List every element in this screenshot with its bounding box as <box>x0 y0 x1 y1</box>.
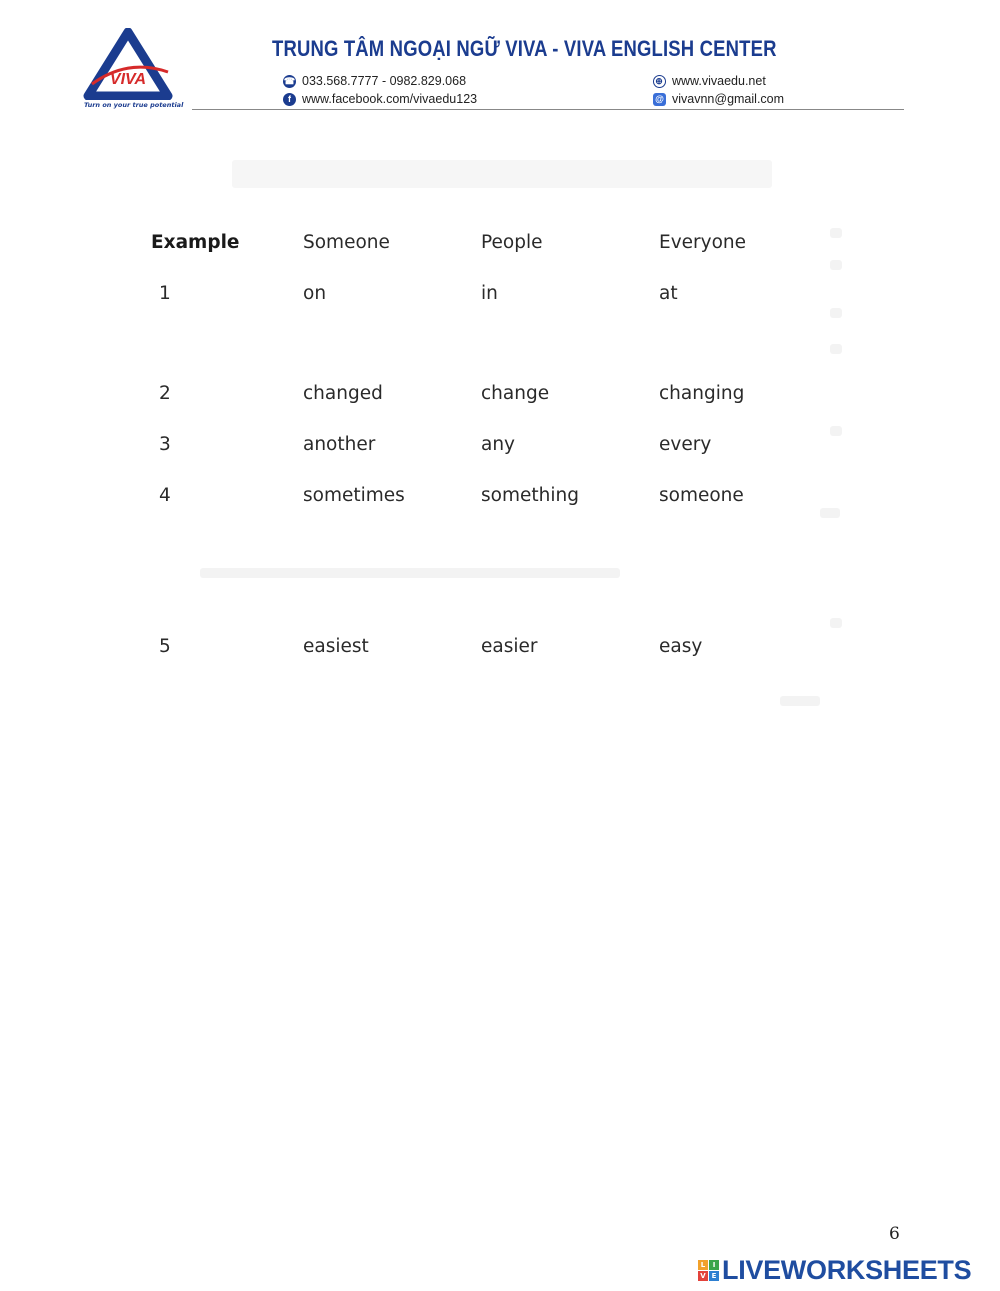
phone-text: 033.568.7777 - 0982.829.068 <box>302 74 467 88</box>
mail-icon: @ <box>653 93 666 106</box>
facebook-text: www.facebook.com/vivaedu123 <box>302 92 478 106</box>
option-a: Someone <box>303 232 390 253</box>
logo-block: E <box>709 1271 719 1281</box>
contact-email <box>653 92 784 106</box>
logo-block: V <box>698 1271 708 1281</box>
liveworksheets-brand[interactable] <box>698 1255 971 1286</box>
viva-logo <box>82 28 184 112</box>
row-label: 5 <box>159 636 171 657</box>
option-a: changed <box>303 383 383 404</box>
option-c: changing <box>659 383 745 404</box>
option-b: People <box>481 232 543 253</box>
row-label: 1 <box>159 283 171 304</box>
facebook-icon: f <box>283 93 296 106</box>
phone-icon: ☎ <box>283 75 296 86</box>
email-text: vivavnn@gmail.com <box>672 92 785 106</box>
page-header <box>0 0 1000 120</box>
option-b: easier <box>481 636 538 657</box>
row-label: 4 <box>159 485 171 506</box>
logo-triangle-icon <box>82 28 174 100</box>
option-c: Everyone <box>659 232 746 253</box>
contact-facebook <box>283 92 477 106</box>
option-c: every <box>659 434 712 455</box>
row-label: 2 <box>159 383 171 404</box>
option-a: on <box>303 283 327 304</box>
option-a: easiest <box>303 636 369 657</box>
contact-phone <box>283 74 466 88</box>
row-label: 3 <box>159 434 171 455</box>
option-a: another <box>303 434 376 455</box>
option-b: in <box>481 283 498 304</box>
center-title: TRUNG TÂM NGOẠI NGỮ VIVA - VIVA ENGLISH CENTER <box>272 36 777 61</box>
option-b: change <box>481 383 550 404</box>
option-a: sometimes <box>303 485 405 506</box>
option-c: at <box>659 283 678 304</box>
option-c: someone <box>659 485 744 506</box>
liveworksheets-logo-icon <box>698 1260 719 1281</box>
row-label: Example <box>151 232 240 253</box>
logo-text: VIVA <box>109 71 147 88</box>
logo-tagline: Turn on your true potential <box>84 101 184 109</box>
liveworksheets-text: LIVEWORKSHEETS <box>722 1255 972 1285</box>
option-b: any <box>481 434 516 455</box>
page-number: 6 <box>889 1224 900 1244</box>
logo-block: I <box>709 1260 719 1270</box>
logo-block: L <box>698 1260 708 1270</box>
header-divider <box>192 109 904 110</box>
contact-website <box>653 74 766 88</box>
website-text: www.vivaedu.net <box>672 74 766 88</box>
option-b: something <box>481 485 579 506</box>
option-c: easy <box>659 636 703 657</box>
globe-icon: ⊕ <box>653 75 666 88</box>
